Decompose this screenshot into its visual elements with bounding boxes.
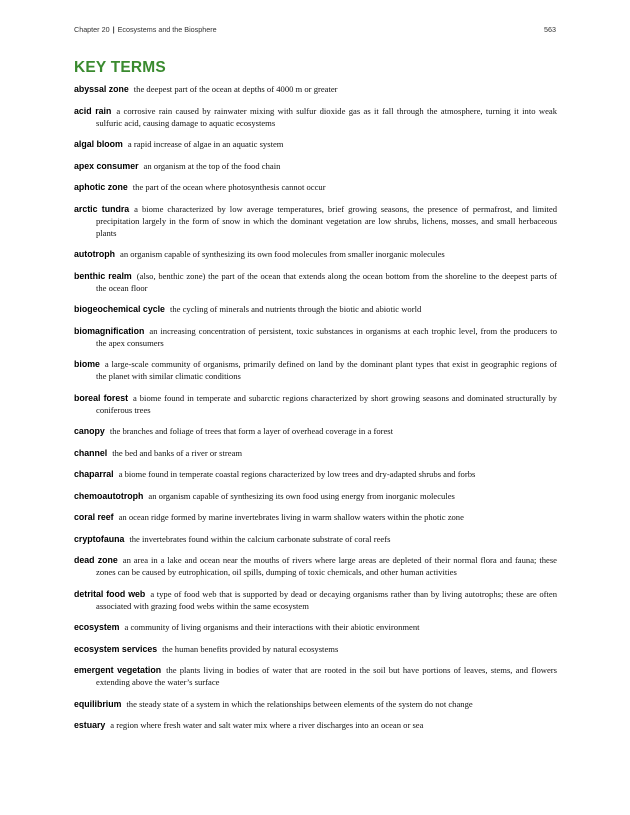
term-word: detrital food web <box>74 588 146 599</box>
page-number: 563 <box>544 25 556 34</box>
term-definition: the bed and banks of a river or stream <box>112 447 243 458</box>
term-word: ecosystem <box>74 622 120 632</box>
term-word: arctic tundra <box>74 203 130 214</box>
term-word: canopy <box>74 426 105 436</box>
term-word: abyssal zone <box>74 84 129 94</box>
glossary-entry <box>74 468 557 480</box>
glossary-entry <box>74 554 557 578</box>
glossary-entry <box>74 358 557 382</box>
term-word: aphotic zone <box>74 182 128 192</box>
glossary-entry <box>74 719 557 731</box>
glossary-entry <box>74 83 557 95</box>
section-title: KEY TERMS <box>74 59 166 76</box>
glossary-entry <box>74 490 557 502</box>
term-definition: a type of food web that is supported by dead or decaying organisms rather than by living autotrophs; these are often associated with grazing food webs within the same ecosystem <box>96 588 557 611</box>
term-word: algal bloom <box>74 139 123 149</box>
glossary-entry <box>74 325 557 349</box>
glossary-entry <box>74 533 557 545</box>
term-definition: the human benefits provided by natural ecosystems <box>162 643 339 654</box>
term-definition: the branches and foliage of trees that form a layer of overhead coverage in a forest <box>109 426 394 436</box>
glossary-entry <box>74 664 557 688</box>
glossary-entry <box>74 203 557 239</box>
glossary-entry <box>74 138 557 150</box>
term-definition: a corrosive rain caused by rainwater mixing with sulfur dioxide gas as it fall through the atmosphere, turning it into weak sulfuric acid, causing damage to aquatic ecosystems <box>96 105 557 128</box>
term-word: benthic realm <box>74 270 132 281</box>
term-word: estuary <box>74 720 106 730</box>
term-word: biogeochemical cycle <box>74 304 165 314</box>
term-definition: an area in a lake and ocean near the mouths of rivers where large areas are depleted of their normal flora and fauna; these zones can be caused by eutrophication, oil spills, dumping of toxic chemicals, and other human activities <box>96 555 557 577</box>
term-word: cryptofauna <box>74 533 125 544</box>
term-word: apex consumer <box>74 160 139 171</box>
term-word: ecosystem services <box>74 643 158 654</box>
header-separator: | <box>112 25 115 34</box>
glossary-entry <box>74 181 557 193</box>
term-definition: the plants living in bodies of water that are rooted in the soil but have portions of leaves, stems, and flowers extending above the water’s surface <box>96 665 557 687</box>
key-terms-list <box>74 83 557 741</box>
term-word: coral reef <box>74 512 114 522</box>
term-word: chemoautotroph <box>74 490 144 501</box>
chapter-label: Chapter 20 <box>74 25 110 34</box>
chapter-title: Ecosystems and the Biosphere <box>117 25 217 34</box>
glossary-entry <box>74 643 557 655</box>
term-definition: the cycling of minerals and nutrients through the biotic and abiotic world <box>169 304 422 314</box>
term-word: biome <box>74 359 100 369</box>
term-definition: the part of the ocean where photosynthesis cannot occur <box>132 182 326 192</box>
term-definition: an organism capable of synthesizing its own food using energy from inorganic molecules <box>148 490 455 501</box>
term-word: biomagnification <box>74 325 145 336</box>
glossary-entry <box>74 698 557 710</box>
term-word: emergent vegetation <box>74 665 162 675</box>
term-definition: a biome characterized by low average temperatures, brief growing seasons, the presence of permafrost, and limited precipitation largely in the form of snow in which the dominant vegetation are low shrubs, lichens, mosses, and small herbaceous plants <box>96 203 557 238</box>
term-word: channel <box>74 447 108 458</box>
term-definition: an ocean ridge formed by marine invertebrates living in warm shallow waters within the photic zone <box>118 512 464 522</box>
term-definition: the invertebrates found within the calcium carbonate substrate of coral reefs <box>129 533 391 544</box>
term-word: autotroph <box>74 249 116 259</box>
term-definition: the deepest part of the ocean at depths of 4000 m or greater <box>133 84 338 94</box>
glossary-entry <box>74 303 557 315</box>
term-definition: the steady state of a system in which the relationships between elements of the system do not change <box>126 698 473 709</box>
term-definition: a region where fresh water and salt water mix where a river discharges into an ocean or sea <box>110 720 424 730</box>
glossary-entry <box>74 425 557 437</box>
term-word: chaparral <box>74 469 114 479</box>
glossary-entry <box>74 392 557 416</box>
term-definition: a large-scale community of organisms, primarily defined on land by the dominant plant types that exist in geographic regions of the planet with similar climatic conditions <box>96 359 557 381</box>
term-definition: a biome found in temperate and subarctic regions characterized by short growing seasons and dominated structurally by coniferous trees <box>96 392 557 415</box>
glossary-entry <box>74 248 557 260</box>
term-definition: an increasing concentration of persistent, toxic substances in organisms at each trophic level, from the producers to the apex consumers <box>96 325 557 348</box>
term-word: boreal forest <box>74 392 129 403</box>
term-word: dead zone <box>74 555 118 565</box>
glossary-entry <box>74 160 557 172</box>
term-definition: a community of living organisms and their interactions with their abiotic environment <box>124 622 420 632</box>
running-head <box>74 25 217 34</box>
term-definition: an organism capable of synthesizing its own food molecules from smaller inorganic molecules <box>120 249 445 259</box>
glossary-entry <box>74 270 557 294</box>
term-definition: an organism at the top of the food chain <box>143 160 281 171</box>
term-word: acid rain <box>74 105 112 116</box>
glossary-entry <box>74 621 557 633</box>
glossary-entry <box>74 105 557 129</box>
glossary-entry <box>74 588 557 612</box>
glossary-entry <box>74 447 557 459</box>
term-definition: a biome found in temperate coastal regions characterized by low trees and dry-adapted shrubs and forbs <box>118 469 476 479</box>
term-definition: (also, benthic zone) the part of the ocean that extends along the ocean bottom from the shoreline to the deepest parts of the ocean floor <box>96 270 557 293</box>
term-word: equilibrium <box>74 698 122 709</box>
glossary-entry <box>74 511 557 523</box>
term-definition: a rapid increase of algae in an aquatic system <box>127 139 284 149</box>
